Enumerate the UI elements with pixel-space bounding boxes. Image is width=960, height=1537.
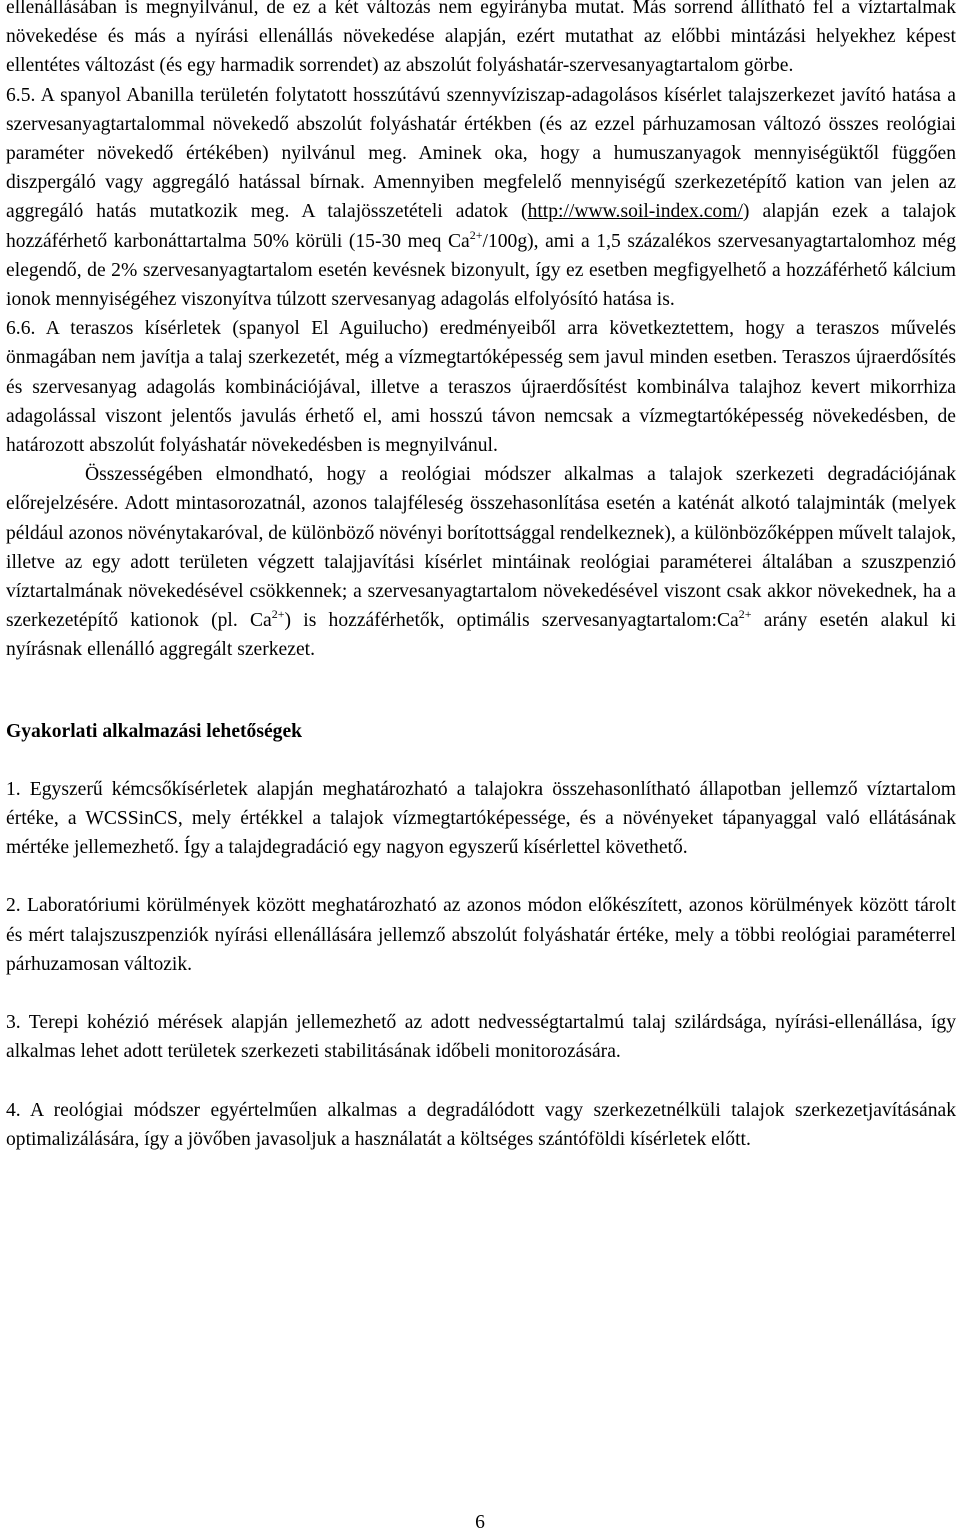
paragraph-rheology-ordering: ellenállásában is megnyilvánul, de ez a két változás nem egyirányba mutat. Más sorrend állítható fel a víztartalmak növekedése és más a nyírási ellenállás növekedése alapján, ezért mutathat az előbbi mintázási helyekhez képest ellentétes változást (és egy harmadik sorrendet) az abszolút folyáshatár-szervesanyagtartalom görbe.: [6, 0, 956, 77]
paragraph-summary: [6, 460, 956, 664]
paragraph-6-5-text-c: /100g), ami a 1,5 százalékos szervesanyagtartalomhoz még elegendő, de 2% szervesanyagtartalom esetén kevésnek bizonyult, így ez esetben megfigyelhető a hozzáférhető kálcium ionok mennyiségéhez viszonyítva túlzott szervesanyag adagolás elfolyósító hatása is.: [6, 230, 957, 311]
calcium-charge-superscript: 2+: [271, 607, 285, 622]
paragraph-6-5-abanilla: [6, 81, 956, 315]
section-heading-practical-applications: Gyakorlati alkalmazási lehetőségek: [6, 720, 303, 742]
list-item: 3. Terepi kohézió mérések alapján jellemezhető az adott nedvességtartalmú talaj szilárdsága, nyírási-ellenállása, így alkalmas lehet adott területek szerkezeti stabilitásának időbeli monitorozására.: [6, 1012, 956, 1063]
document-page: [6, 0, 956, 1154]
list-item: 4. A reológiai módszer egyértelműen alkalmas a degradálódott vagy szerkezetnélküli talajok szerkezetjavításának optimalizálására, így a jövőben javasoljuk a használatát a költséges szántóföldi kísérletek előtt.: [6, 1099, 956, 1150]
paragraph-summary-text-a: Összességében elmondható, hogy a reológiai módszer alkalmas a talajok szerkezeti degradációjának előrejelzésére. Adott mintasorozatnál, azonos talajféleség összehasonlítása esetén a katénát alkotó talajminták (melyek például azonos növénytakaróval, de különböző növényi borítottsággal rendelkeznek), a különbözőképpen művelt talajok, illetve az egy adott területen végzett talajjavítási kísérlet mintáinak reológiai paraméterei általában a szuszpenzió víztartalmának növekedésével csökkennek; a szervesanyagtartalom növekedésével viszont csak akkor növekednek, ha a szerkezetépítő kationok (pl. Ca: [6, 464, 957, 632]
paragraph-6-5-text-a: 6.5. A spanyol Abanilla területén folytatott hosszútávú szennyvíziszap-adagolásos kísérlet talajszerkezet javító hatása a szervesanyagtartalommal növekedő abszolút folyáshatár értékben (és az ezzel párhuzamosan változó összes reológiai paraméter növekedő értékében) nyilvánul meg. Aminek oka, hogy a humuszanyagok mennyiségüktől függően diszpergáló vagy aggregáló hatással bírnak. Amennyiben megfelelő mennyiségű szerkezetépítő kation van jelen az aggregáló hatás mutatkozik meg. A talajösszetételi adatok (: [6, 84, 956, 223]
list-item: 1. Egyszerű kémcsőkísérletek alapján meghatározható a talajokra összehasonlítható állapotban jellemző víztartalom értéke, a WCSSinCS, mely értékkel a talajok vízmegtartóképessége, és a növényeket tápanyaggal való ellátásának mértéke jellemezhető. Így a talajdegradáció egy nagyon egyszerű kísérlettel követhető.: [6, 778, 956, 859]
calcium-charge-superscript: 2+: [738, 607, 752, 622]
soil-index-link[interactable]: http://www.soil-index.com/: [527, 201, 743, 223]
paragraph-summary-text-b: ) is hozzáférhetők, optimális szervesanyagtartalom:Ca: [284, 610, 739, 632]
paragraph-6-6-terrace: 6.6. A teraszos kísérletek (spanyol El Aguilucho) eredményeiből arra következtettem, hogy a teraszos művelés önmagában nem javítja a talaj szerkezetét, még a vízmegtartóképesség sem javul minden esetben. Teraszos újraerdősítés és szervesanyag adagolás kombinációjával, illetve a teraszos újraerdősítést kombinálva talajhoz kevert mikorrhiza adagolással viszont jelentős javulás érhető el, ami hosszú távon nemcsak a vízmegtartóképesség növekedésben, de határozott abszolút folyáshatár növekedésben is megnyilvánul.: [6, 318, 956, 457]
page-number: 6: [475, 1512, 485, 1533]
list-item: 2. Laboratóriumi körülmények között meghatározható az azonos módon előkészített, azonos körülmények között tárolt és mért talajszuszpenziók nyírási ellenállására jellemző abszolút folyáshatár értéke, mely a többi reológiai paraméterrel párhuzamosan változik.: [6, 895, 956, 975]
paragraph-6-5-text-b: ) alapján ezek a talajok hozzáférhető karbonáttartalma 50% körüli (15-30 meq Ca: [6, 201, 957, 252]
calcium-charge-superscript: 2+: [469, 227, 483, 242]
paragraph-summary-text-c: arány esetén alakul ki nyírásnak ellenálló aggregált szerkezet.: [6, 610, 957, 661]
